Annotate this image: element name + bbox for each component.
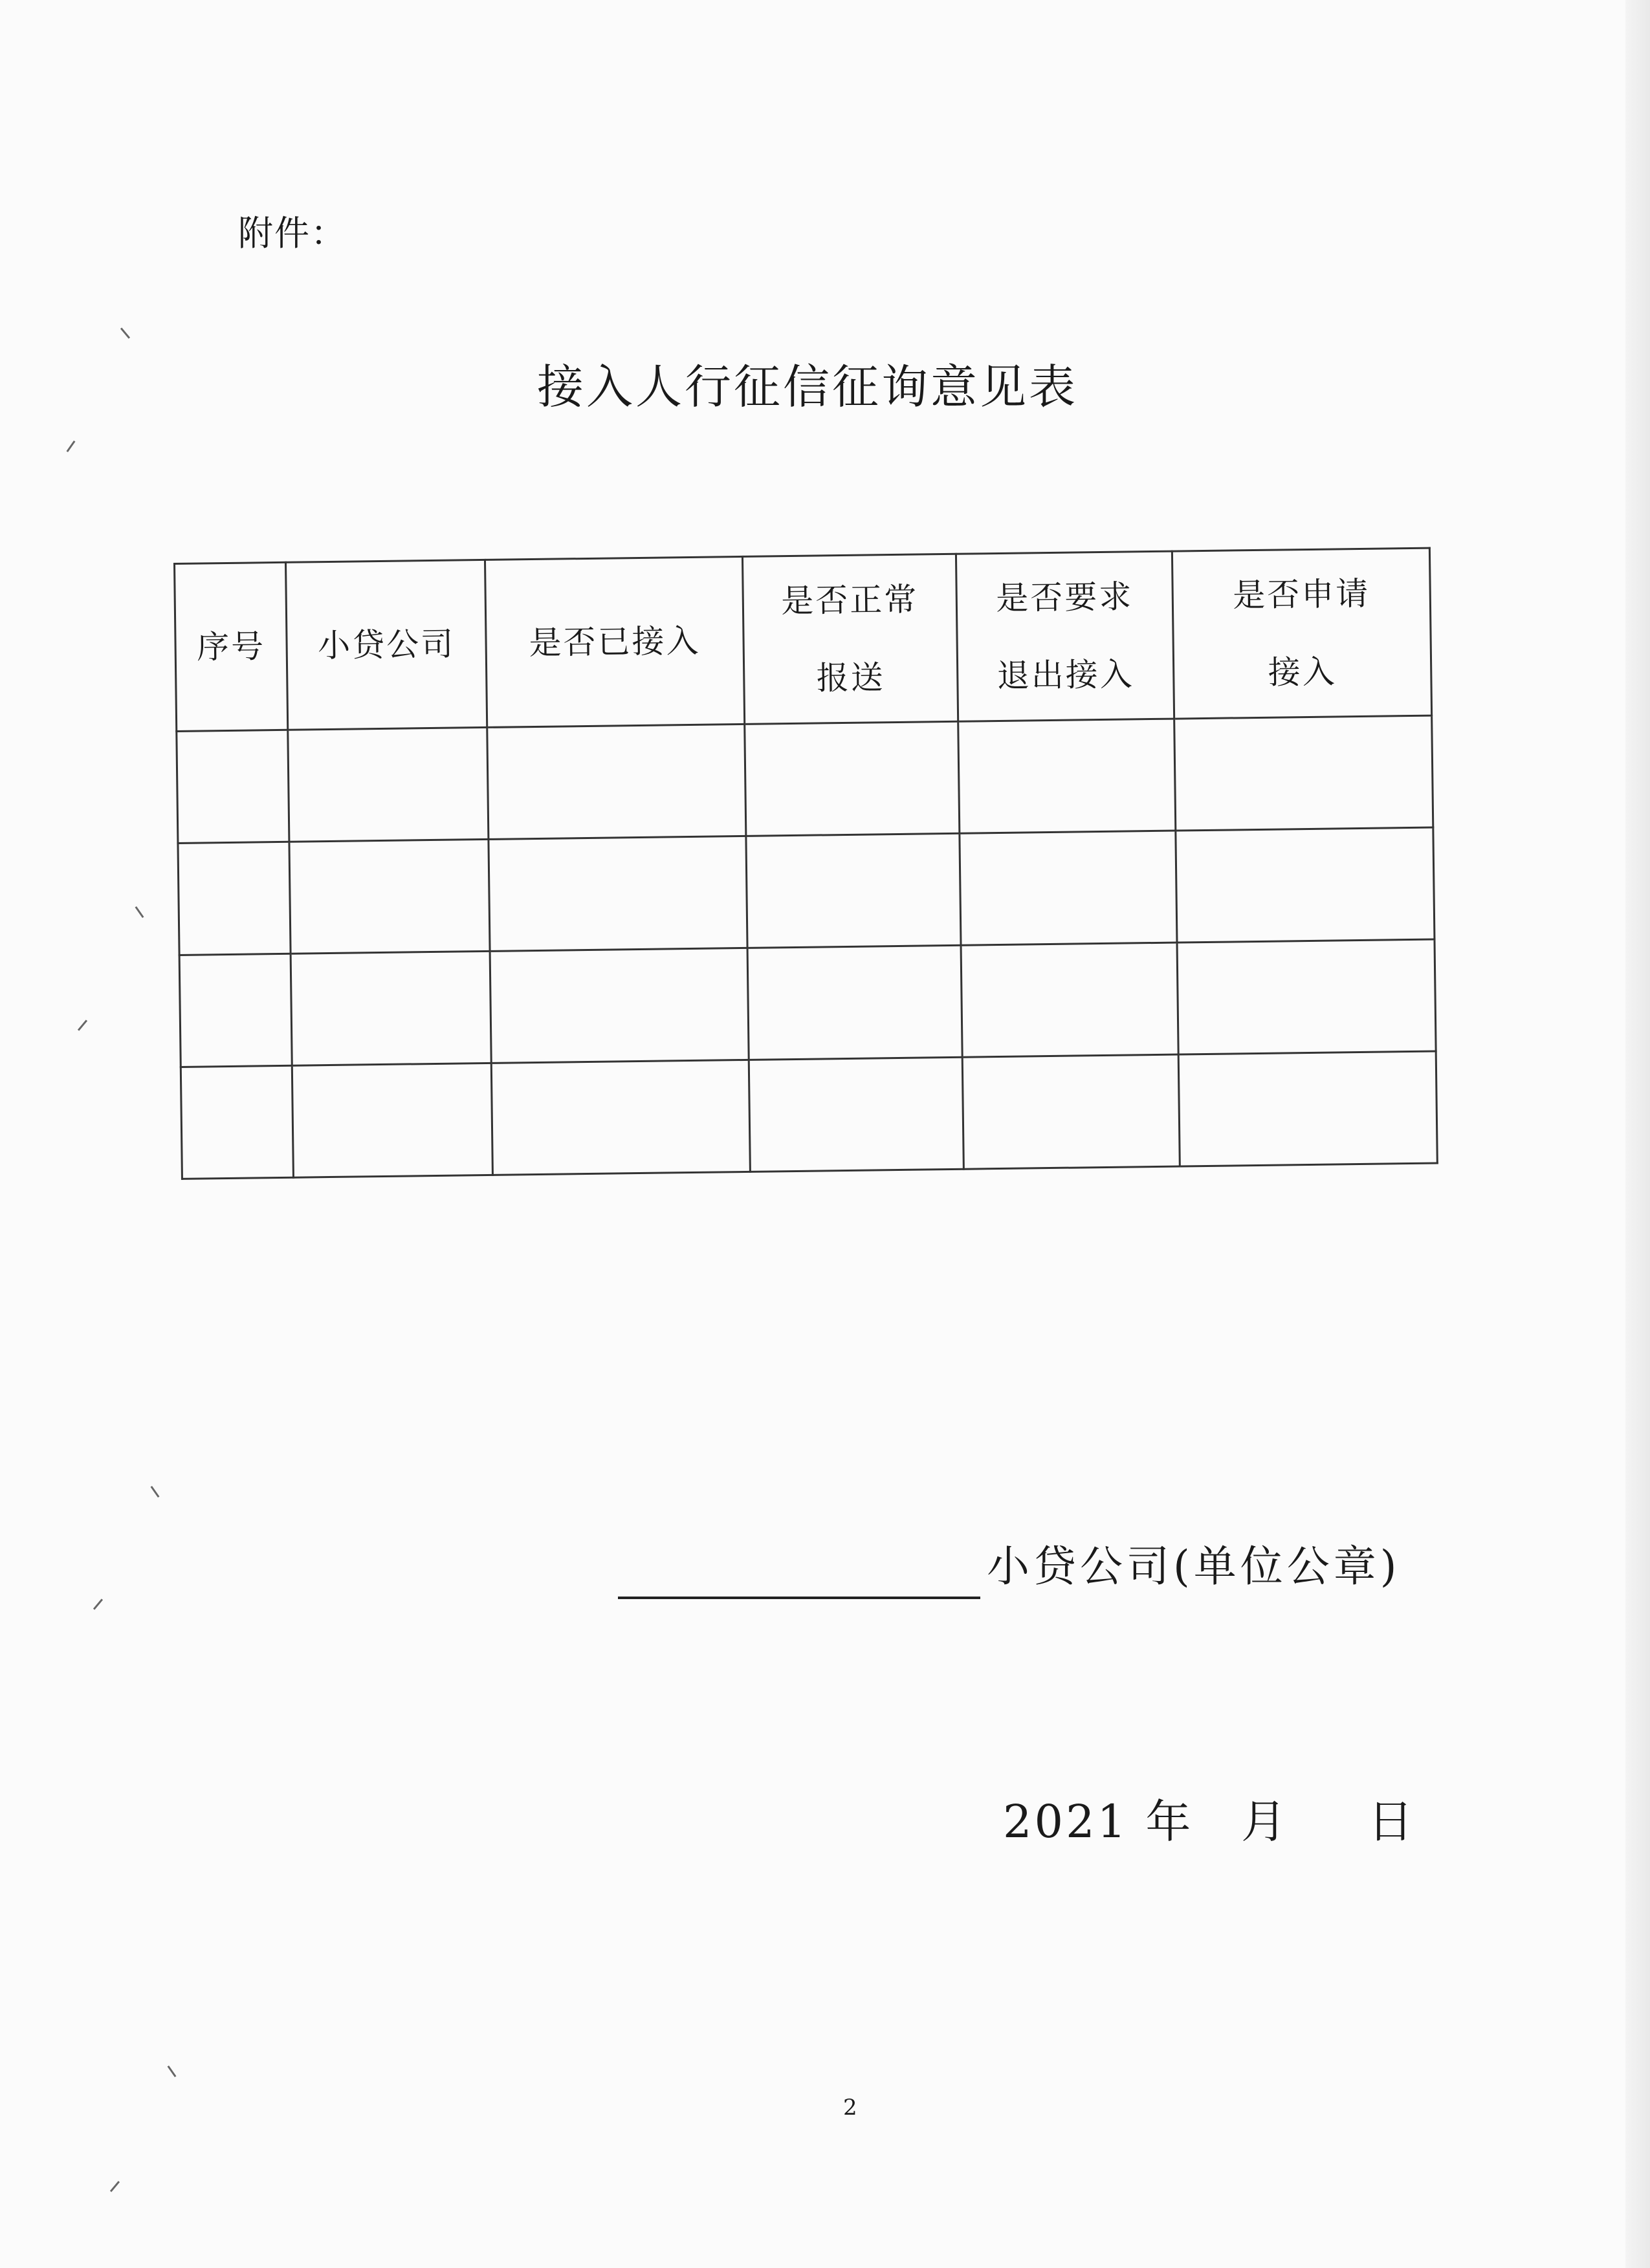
signature-blank-line — [618, 1597, 980, 1599]
table-cell — [962, 1054, 1180, 1169]
opinion-table-wrapper — [173, 547, 1438, 1180]
table-cell — [178, 842, 291, 955]
header-loan-company — [286, 560, 487, 730]
header-connected — [485, 556, 744, 727]
scan-page-edge — [1625, 0, 1650, 2268]
header-apply-access — [1172, 548, 1431, 719]
table-row — [178, 827, 1435, 955]
scan-speck — [120, 327, 130, 338]
date-year-unit: 年 — [1145, 1795, 1194, 1848]
scan-speck — [78, 1020, 87, 1030]
table-cell — [289, 839, 490, 954]
table-cell — [960, 831, 1177, 945]
table-cell — [746, 833, 961, 948]
table-row — [179, 939, 1436, 1067]
header-serial-number-text: 序号 — [196, 627, 266, 666]
table-header-row — [175, 548, 1432, 731]
document-title: 接入人行征信征询意见表 — [537, 360, 1079, 414]
date-day-unit: 日 — [1368, 1795, 1413, 1848]
table-cell — [491, 1060, 750, 1175]
table-row — [177, 715, 1433, 843]
table-cell — [487, 724, 746, 839]
table-cell — [1174, 715, 1433, 831]
header-serial-number — [175, 562, 288, 731]
header-normal-reporting-line1: 是否正常 — [780, 580, 919, 620]
date-month-unit: 月 — [1241, 1795, 1286, 1848]
header-apply-access-line1: 是否申请 — [1232, 574, 1370, 615]
date-year-value: 2021 — [1003, 1795, 1129, 1848]
header-request-exit-line1: 是否要求 — [995, 578, 1134, 618]
table-cell — [179, 954, 292, 1067]
header-loan-company-text: 小贷公司 — [317, 625, 456, 665]
scan-speck — [135, 906, 144, 918]
scan-speck — [110, 2181, 120, 2192]
table-cell — [490, 948, 749, 1063]
table-cell — [1178, 1051, 1437, 1166]
attachment-label: 附件： — [238, 213, 347, 254]
header-connected-text: 是否已接入 — [529, 622, 701, 662]
table-cell — [489, 836, 747, 951]
opinion-table — [173, 547, 1438, 1180]
table-row — [181, 1051, 1437, 1179]
scan-speck — [93, 1598, 103, 1609]
header-request-exit-line2: 退出接入 — [996, 655, 1135, 695]
table-cell — [292, 1063, 492, 1177]
page-number: 2 — [843, 2095, 857, 2121]
table-cell — [747, 945, 962, 1060]
table-cell — [961, 943, 1178, 1057]
table-cell — [181, 1065, 293, 1179]
date-year — [1003, 1785, 1193, 1851]
scan-speck — [168, 2066, 177, 2077]
header-normal-reporting — [742, 554, 958, 724]
table-cell — [177, 730, 289, 843]
header-apply-access-line2: 接入 — [1268, 653, 1337, 692]
header-normal-reporting-line2: 报送 — [816, 659, 886, 697]
header-request-exit — [956, 551, 1174, 721]
table-cell — [745, 721, 960, 836]
table-cell — [288, 727, 489, 842]
company-seal-label: 小贷公司(单位公章) — [987, 1542, 1401, 1591]
scan-speck — [151, 1486, 160, 1498]
table-cell — [958, 719, 1176, 833]
table-cell — [1177, 939, 1436, 1054]
scan-speck — [67, 441, 76, 452]
table-cell — [749, 1057, 963, 1172]
table-cell — [1176, 827, 1435, 943]
table-cell — [291, 951, 491, 1065]
